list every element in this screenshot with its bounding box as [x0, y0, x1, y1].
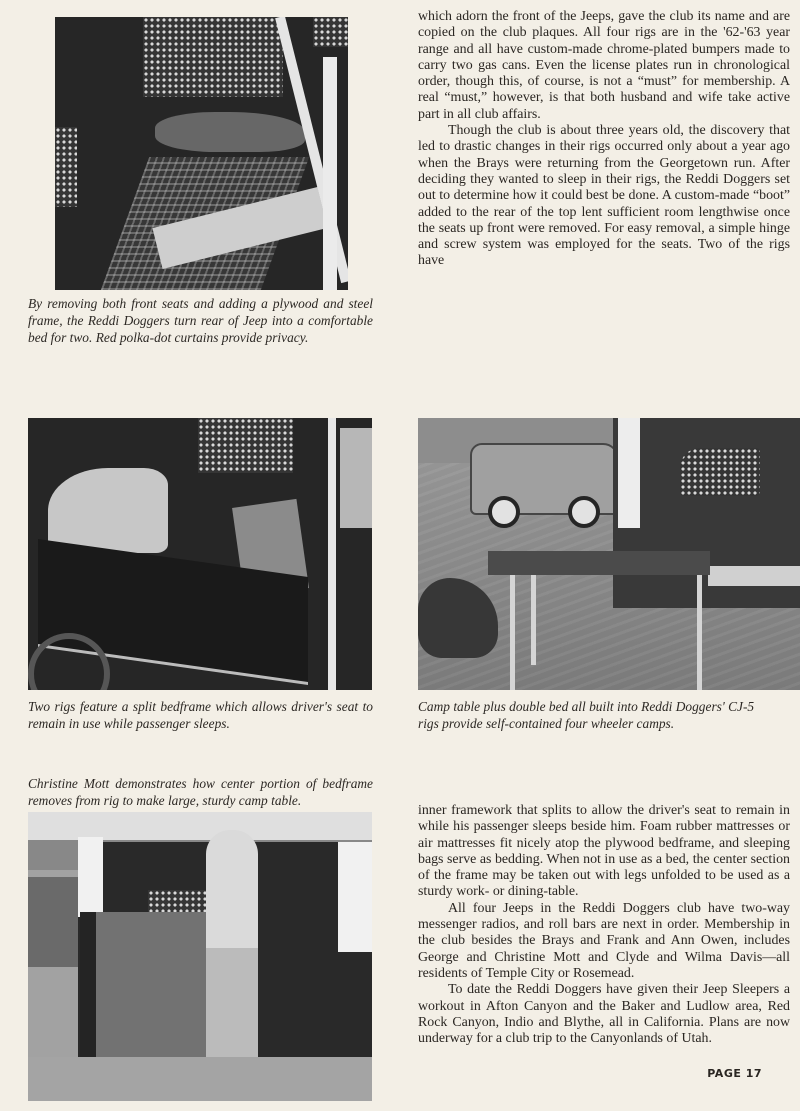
curtain — [198, 418, 293, 473]
ground — [28, 1057, 372, 1101]
wagon-wheel — [488, 496, 520, 528]
photo-christine-mott — [28, 812, 372, 1101]
polka-dot-curtain — [680, 448, 760, 496]
pillow — [48, 468, 168, 553]
article-paragraph: To date the Reddi Doggers have given their Jeep Sleepers a workout in Afton Canyon and the Baker and Ludlow area, Red Rock Canyon, Indio and Blythe, all in California. Plans are now underway for a club trip to the Canyonlands of Utah. — [418, 982, 790, 1047]
caption-camp-table-photo: Camp table plus double bed all built into Reddi Doggers' CJ-5 rigs provide self-contained four wheeler camps. — [418, 699, 755, 731]
polka-dot-curtain-side — [55, 127, 77, 207]
photo-jeep-bed — [55, 17, 348, 290]
woman-figure — [206, 830, 258, 1092]
article-paragraph: which adorn the front of the Jeeps, gave the club its name and are copied on the club plaques. All four rigs are in the '62-'63 year range and all have custom-made chrome-plated bumpers made to carry two gas cans. Even the license plates run in chronological order, though this, of course, is not a “must” for membership. A real “must,” however, is that both husband and wife take active part in all club affairs. — [418, 9, 790, 122]
table-leg — [531, 575, 536, 665]
jeep-top-pillar — [78, 837, 103, 917]
jeep-door-frame — [275, 17, 348, 283]
photo-camp-table — [418, 418, 800, 690]
article-paragraph: All four Jeeps in the Reddi Doggers club have two-way messenger radios, and roll bars are next in order. Membership in the club besides the Brays and Frank and Ann Owen, includes George and Christine Mott and Clyde and Wilma Davis—all residents of Temple City or Rosemead. — [418, 900, 790, 981]
article-paragraph: inner framework that splits to allow the driver's seat to remain in while his passenger sleeps beside him. Foam rubber mattresses or air mattresses fit nicely atop the plywood bedframe, and sleeping bags serve as bedding. When not in use as a bed, the center section of the frame may be taken out with legs unfolded to be used as a sturdy work- or dining-table. — [418, 803, 790, 900]
parked-car — [28, 877, 78, 967]
table-leg — [697, 575, 702, 690]
chrome-bumper — [708, 566, 800, 586]
article-paragraph: Though the club is about three years old, the discovery that led to drastic changes in their rigs occurred only about a year ago when the Brays were returning from the Georgetown run. After deciding they wanted to sleep in their rigs, the Reddi Doggers set out to determine how it could best be done. A custom-made “boot” added to the rear of the top lent sufficient room lengthwise once the seats up front were removed. For easy removal, a simple hinge and screw system was employed for the seats. Two of the rigs have — [418, 123, 790, 269]
sticker — [340, 428, 372, 528]
polka-dot-curtain-corner — [313, 17, 348, 47]
windshield-frame — [328, 418, 336, 690]
table-leg — [510, 575, 515, 690]
polka-dot-curtain — [143, 17, 283, 97]
camp-table-top — [488, 551, 710, 575]
page-number: PAGE 17 — [707, 1067, 762, 1080]
jeep-top-pillar — [618, 418, 640, 528]
article-column-bottom — [418, 803, 790, 1047]
article-column-top — [418, 9, 790, 270]
caption-split-bedframe-photo: Two rigs feature a split bedframe which allows driver's seat to remain in use while passenger sleeps. — [28, 699, 373, 731]
desert-bush — [418, 578, 498, 658]
caption-christine-photo: Christine Mott demonstrates how center portion of bedframe removes from rig to make large, sturdy camp table. — [28, 776, 373, 808]
jeep-roll-bar — [323, 57, 337, 290]
caption-bed-photo: By removing both front seats and adding a plywood and steel frame, the Reddi Doggers turn rear of Jeep into a comfortable bed for two. Red polka-dot curtains provide privacy. — [28, 296, 373, 345]
wagon-wheel — [568, 496, 600, 528]
pillow — [155, 112, 305, 152]
jeep-top-pillar — [338, 842, 372, 952]
photo-split-bedframe — [28, 418, 372, 690]
